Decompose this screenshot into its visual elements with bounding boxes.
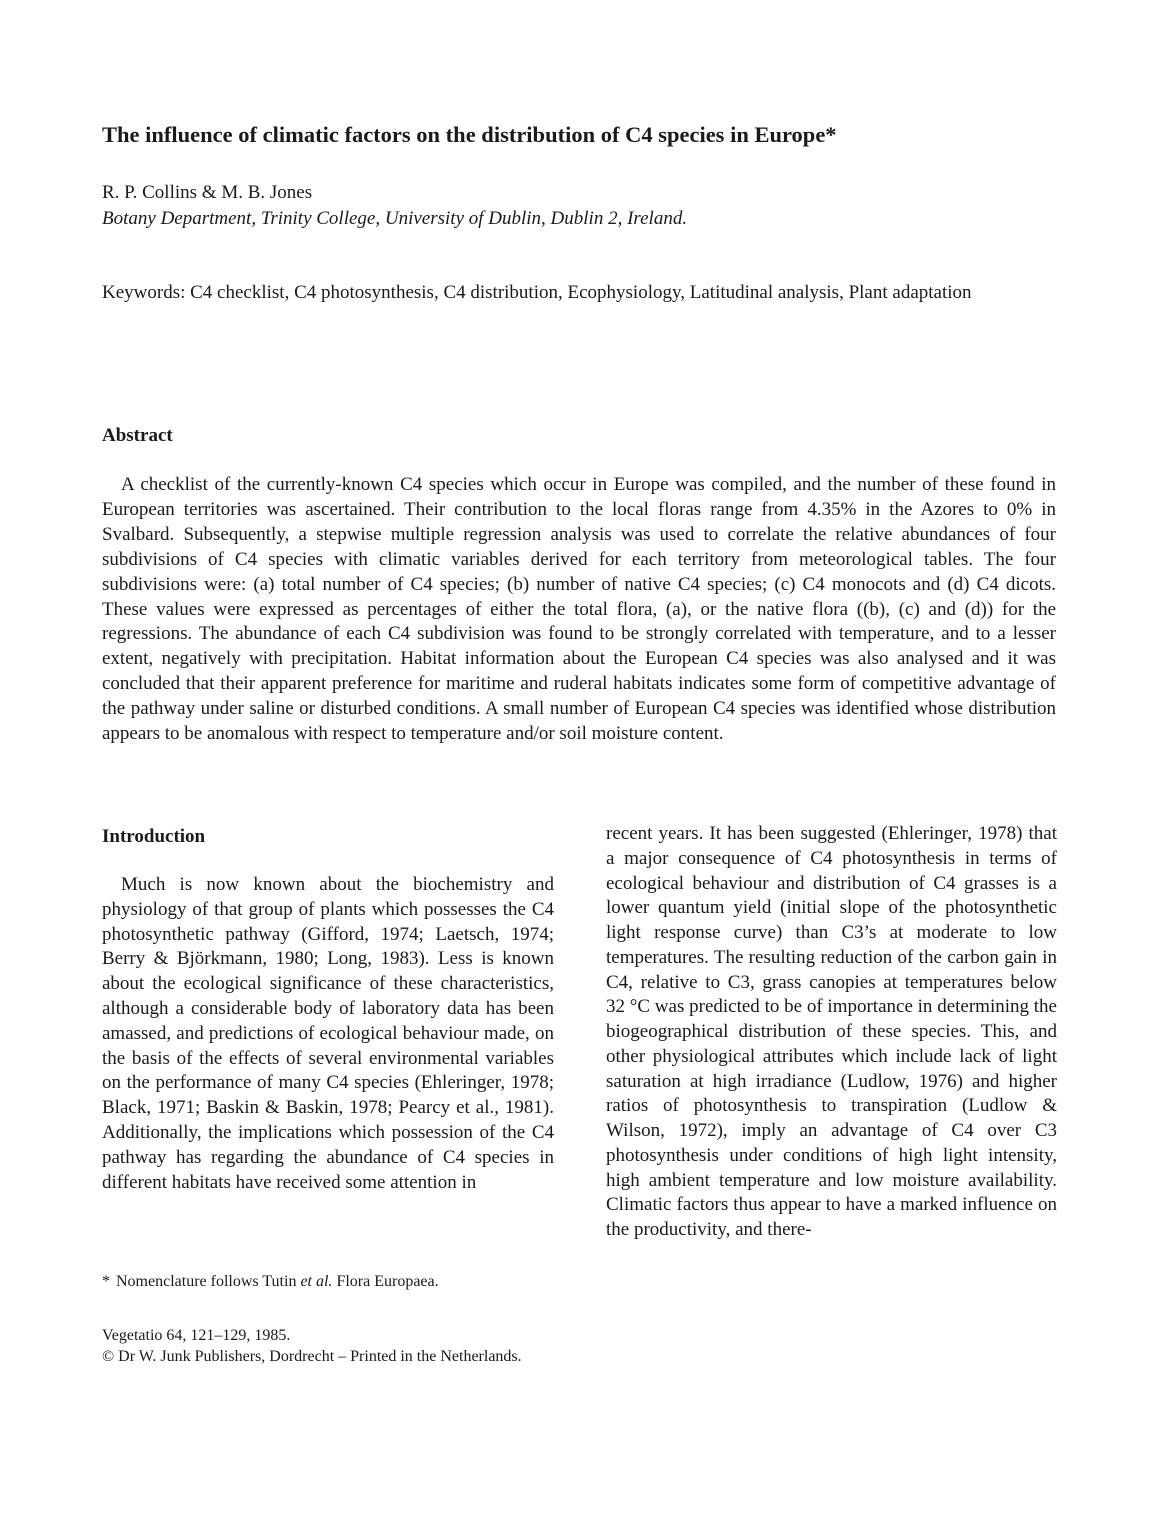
keywords: Keywords: C4 checklist, C4 photosynthesis, C4 distribution, Ecophysiology, Latitudinal analysis, Plant adaptation [102,282,972,303]
abstract-text: A checklist of the currently-known C4 species which occur in Europe was compiled, and the number of these found in European territories was ascertained. Their contribution to the local floras range from 4.35% in the Azores to 0% in Svalbard. Subsequently, a stepwise multiple regression analysis was used to correlate the relative abundances of four subdivisions of C4 species with climatic variables derived for each territory from meteorological tables. The four subdivisions were: (a) total number of C4 species; (b) number of native C4 species; (c) C4 monocots and (d) C4 dicots. These values were expressed as percentages of either the total flora, (a), or the native flora ((b), (c) and (d)) for the regressions. The abundance of each C4 subdivision was found to be strongly correlated with temperature, and to a lesser extent, negatively with precipitation. Habitat information about the European C4 species was also analysed and it was concluded that their apparent preference for maritime and ruderal habitats indicates some form of competitive advantage of the pathway under saline or disturbed conditions. A small number of European C4 species was identified whose distribution appears to be anomalous with respect to temperature and/or soil moisture content. [102,474,1056,745]
introduction-heading: Introduction [102,826,206,847]
authors: R. P. Collins & M. B. Jones [102,182,313,203]
footnote-text-after: Flora Europaea. [336,1273,439,1290]
footnote [102,1271,439,1293]
publisher-line: © Dr W. Junk Publishers, Dordrecht – Printed in the Netherlands. [102,1348,522,1365]
footnote-symbol: * [102,1273,110,1290]
footnote-italic: et al. [300,1273,333,1290]
paper-title: The influence of climatic factors on the distribution of C4 species in Europe* [102,122,837,147]
footnote-text-before: Nomenclature follows Tutin [116,1273,297,1290]
introduction-right-column: recent years. It has been suggested (Ehleringer, 1978) that a major consequence of C4 photosynthesis in terms of ecological behaviour and distribution of C4 grasses is a lower quantum yield (initial slope of the photosynthetic light response curve) than C3’s at moderate to low temperatures. The resulting reduction of the carbon gain in C4, relative to C3, grass canopies at temperatures below 32 °C was predicted to be of importance in determining the biogeographical distribution of these species. This, and other physiological attributes which include lack of light saturation at high irradiance (Ludlow, 1976) and higher ratios of photosynthesis to transpiration (Ludlow & Wilson, 1972), imply an advantage of C4 over C3 photosynthesis under conditions of high light intensity, high ambient temperature and low moisture availability. Climatic factors thus appear to have a marked influence on the productivity, and there- [606,823,1057,1240]
introduction-left-column: Much is now known about the biochemistry and physiology of that group of plants which possesses the C4 photosynthetic pathway (Gifford, 1974; Laetsch, 1974; Berry & Björkmann, 1980; Long, 1983). Less is known about the ecological significance of these characteristics, although a considerable body of laboratory data has been amassed, and predictions of ecological behaviour made, on the basis of the effects of several environmental variables on the performance of many C4 species (Ehleringer, 1978; Black, 1971; Baskin & Baskin, 1978; Pearcy et al., 1981). Additionally, the implications which possession of the C4 pathway has regarding the abundance of C4 species in different habitats have received some attention in [102,874,554,1193]
affiliation: Botany Department, Trinity College, University of Dublin, Dublin 2, Ireland. [102,208,688,229]
journal-citation: Vegetatio 64, 121–129, 1985. [102,1327,291,1344]
abstract-heading: Abstract [102,425,173,446]
